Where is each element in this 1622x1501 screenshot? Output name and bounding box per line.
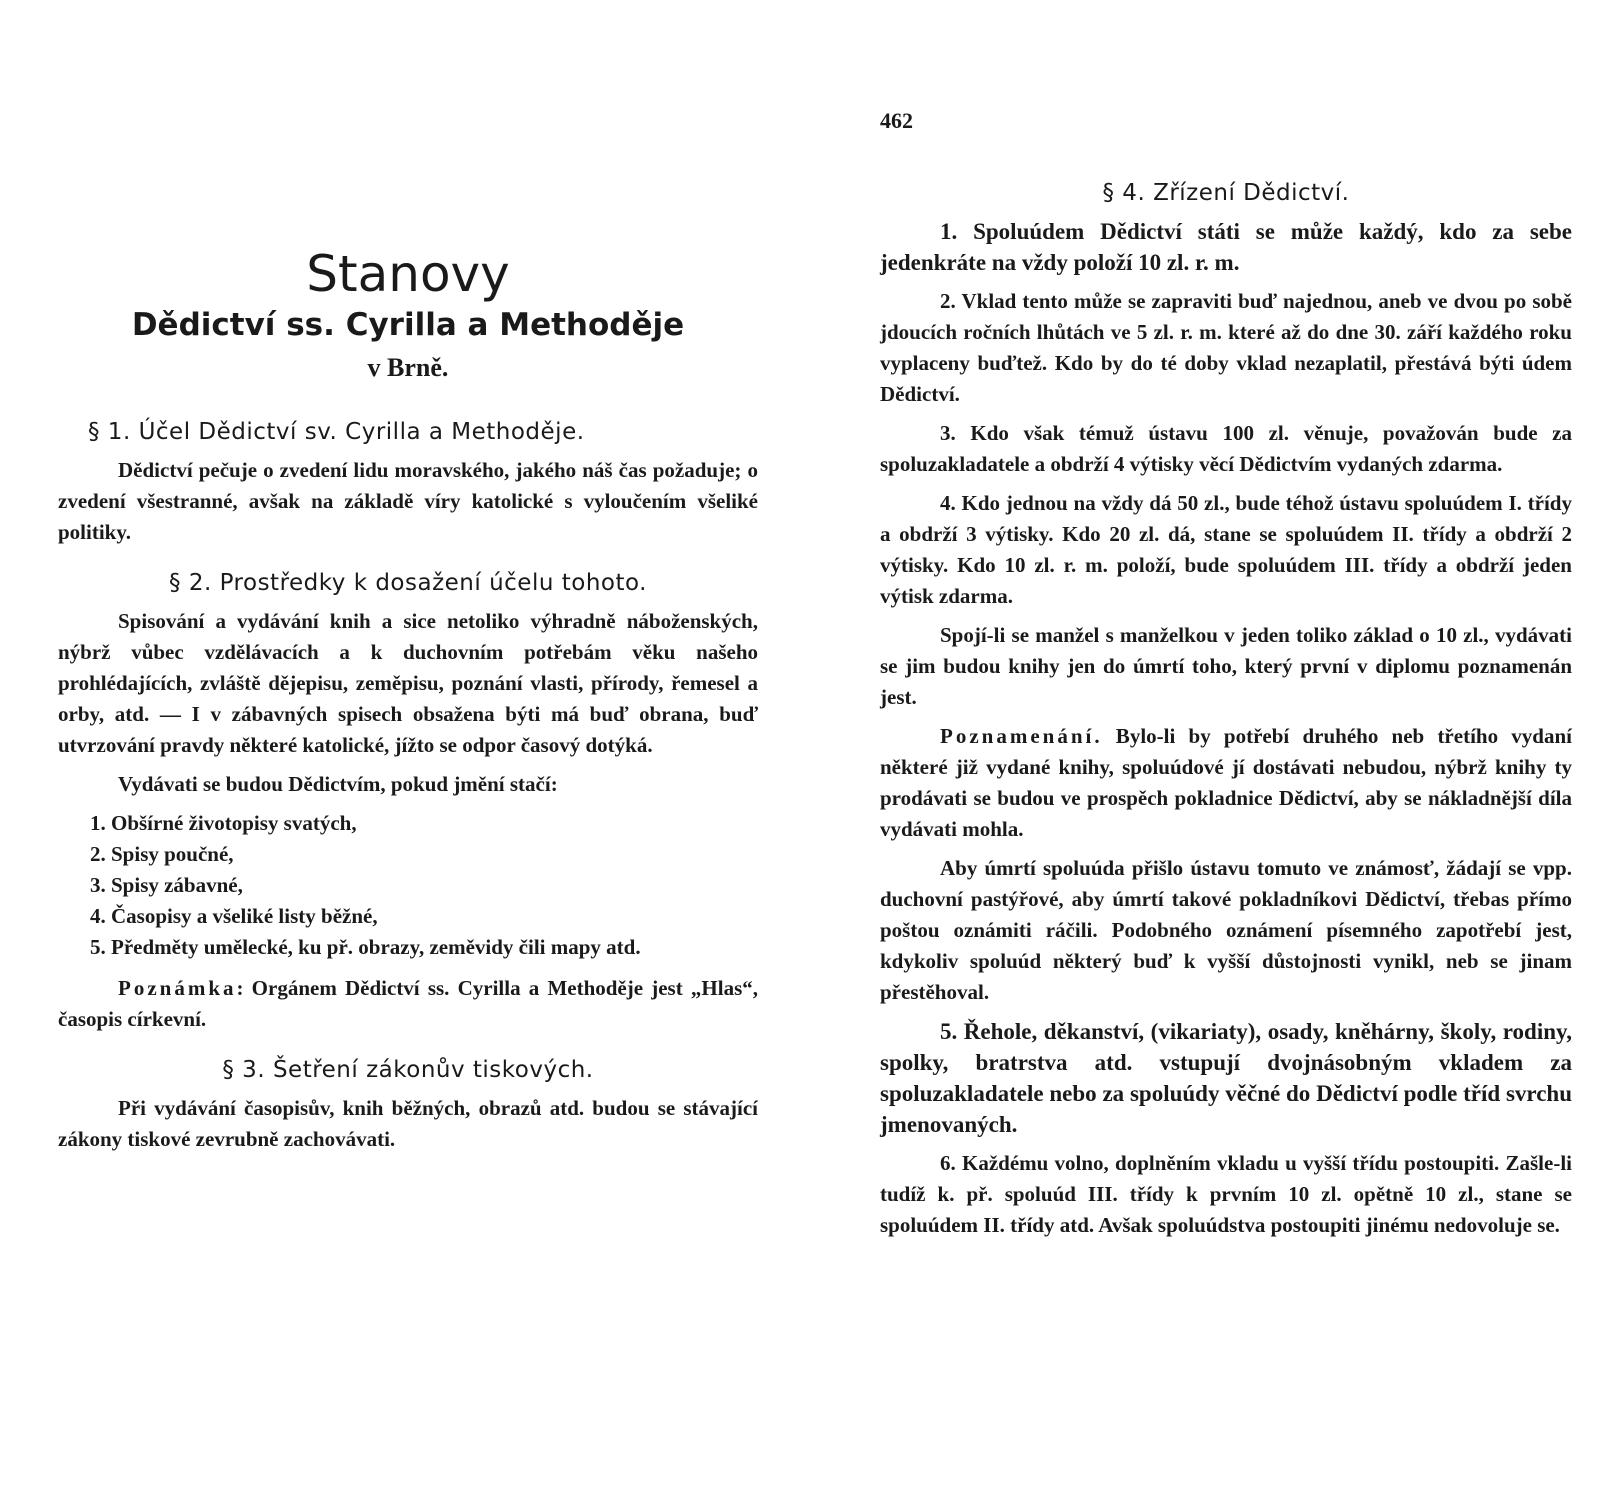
section-4-p3: 3. Kdo však témuž ústavu 100 zl. věnuje, považován bude za spoluzakladatele a obdrží 4 výtisky věcí Dědictvím vydaných zdarma. [880, 421, 1572, 476]
note-text: : Orgánem Dědictví ss. Cyrilla a Methoděje jest „Hlas“, časopis církevní. [58, 976, 758, 1031]
document-place: v Brně. [367, 353, 449, 382]
section-4-p7: 5. Řehole, děkanství, (vikariaty), osady, kněhárny, školy, rodiny, spolky, bratrstva atd. vstupují dvojnásobným vkladem za spoluzakladatele nebo za spoluúdy věčné do Dědictví podle tříd svrchu jmenovaných. [880, 1019, 1572, 1137]
section-2-heading: § 2. Prostředky k dosažení účelu tohoto. [169, 570, 647, 596]
section-3-heading: § 3. Šetření zákonův tiskových. [222, 1057, 594, 1083]
section-2-intro: Vydávati se budou Dědictvím, pokud jmění stačí: [118, 772, 558, 796]
document-subtitle: Dědictví ss. Cyrilla a Methoděje [131, 307, 685, 343]
section-2-text: Spisování a vydávání knih a sice netoliko výhradně náboženských, nýbrž vůbec vzdělávacích a k duchovním potřebám věku našeho prohlédajících, zvláště dějepisu, zeměpisu, poznání vlasti, přírody, řemesel a orby, atd. — I v zábavných spisech obsažena býti má buď obrana, buď utvrzování pravdy některé katolické, jížto se odpor časový dotýká. [58, 609, 758, 757]
list-item: 1. Obšírné životopisy svatých, [90, 811, 357, 835]
section-2-list [58, 808, 758, 963]
list-item: 2. Spisy poučné, [90, 842, 234, 866]
page-number: 462 [880, 108, 913, 133]
section-4-p5: Spojí-li se manžel s manželkou v jeden toliko základ o 10 zl., vydávati se jim budou knihy jen do úmrtí toho, který první v diplomu poznamenán jest. [880, 623, 1572, 709]
note-label: Poznámka [118, 976, 237, 1000]
section-2-note [58, 973, 758, 1035]
list-item: 3. Spisy zábavné, [90, 873, 243, 897]
section-1-heading: § 1. Účel Dědictví sv. Cyrilla a Methoděje. [88, 419, 585, 445]
section-1-text: Dědictví pečuje o zvedení lidu moravského, jakého náš čas požaduje; o zvedení všestranné, avšak na základě víry katolické s vyloučením všeliké politiky. [58, 458, 758, 544]
section-3-text: Při vydávání časopisův, knih běžných, obrazů atd. budou se stávající zákony tiskové zevrubně zachovávati. [58, 1096, 758, 1151]
note-text: Bylo-li by potřebí druhého neb třetího vydaní některé již vydané knihy, spoluúdové jí dostávati nebudou, nýbrž knihy ty prodávati se budou ve prospěch pokladnice Dědictví, aby se nákladnější díla vydávati mohla. [880, 724, 1572, 841]
document-title: Stanovy [306, 245, 510, 303]
section-4-p2: 2. Vklad tento může se zapraviti buď najednou, aneb ve dvou po sobě jdoucích ročních lhůtách ve 5 zl. r. m. které až do dne 30. září každého roku vyplaceny buďtež. Kdo by do té doby vklad nezaplatil, přestává býti údem Dědictví. [880, 289, 1572, 406]
section-4-p8: 6. Každému volno, doplněním vkladu u vyšší třídu postoupiti. Zašle-li tudíž k. př. spoluúd III. třídy k prvním 10 zl. opětně 10 zl., stane se spoluúdem II. třídy atd. Avšak spoluúdstva postoupiti jinému nedovoluje se. [880, 1151, 1572, 1237]
right-column [880, 180, 1572, 1249]
section-4-p6: Aby úmrtí spoluúda přišlo ústavu tomuto ve známosť, žádají se vpp. duchovní pastýřové, aby úmrtí takové pokladníkovi Dědictví, třebas přímo poštou oznámiti ráčili. Podobného oznámení písemného zapotřebí jest, kdykoliv spoluúd některý buď k vyšší důstojnosti vynikl, neb se jinam přestěhoval. [880, 856, 1572, 1004]
section-4-note [880, 721, 1572, 845]
section-4-p1: 1. Spoluúdem Dědictví státi se může každý, kdo za sebe jedenkráte na vždy položí 10 zl. r. m. [880, 219, 1572, 275]
left-column [58, 245, 758, 1163]
note-label: Poznamenání. [940, 724, 1103, 748]
section-4-p4: 4. Kdo jednou na vždy dá 50 zl., bude téhož ústavu spoluúdem I. třídy a obdrží 3 výtisky. Kdo 20 zl. dá, stane se spoluúdem II. třídy a obdrží 2 výtisky. Kdo 10 zl. r. m. položí, bude spoluúdem III. třídy a obdrží jeden výtisk zdarma. [880, 491, 1572, 608]
section-4-heading: § 4. Zřízení Dědictví. [1102, 180, 1350, 206]
list-item: 4. Časopisy a všeliké listy běžné, [90, 904, 378, 928]
list-item: 5. Předměty umělecké, ku př. obrazy, zeměvidy čili mapy atd. [90, 935, 641, 959]
